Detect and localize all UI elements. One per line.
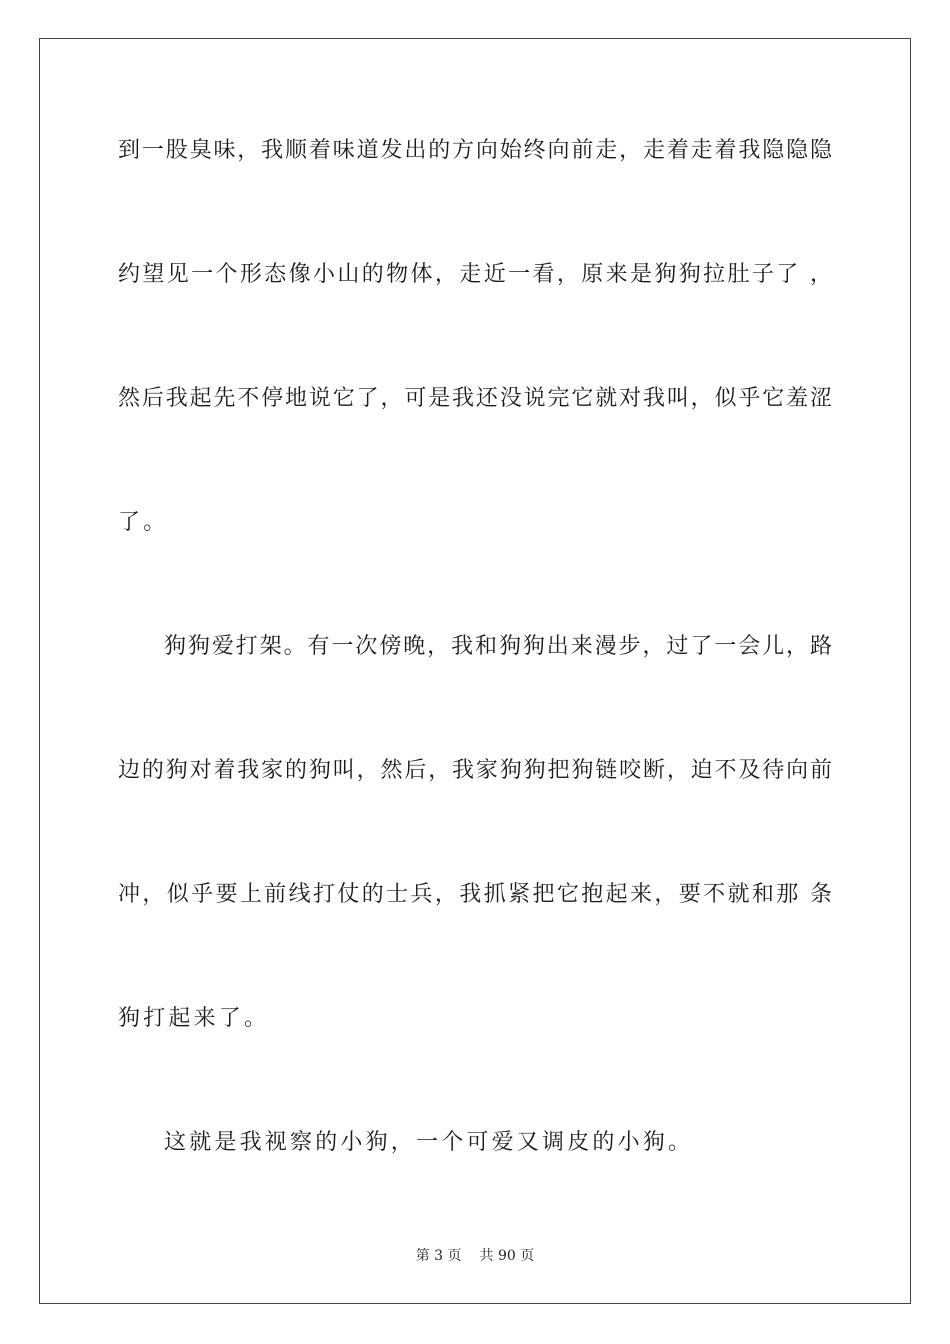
page-total: 共 90 页 <box>479 1248 535 1264</box>
paragraph-line-3: 然后我起先不停地说它了，可是我还没说完它就对我叫，似乎它羞涩 <box>118 386 832 411</box>
paragraph-line-8: 狗打起来了。 <box>118 1006 270 1031</box>
paragraph-line-5: 狗狗爱打架。有一次傍晚，我和狗狗出来漫步，过了一会儿，路 <box>164 634 832 659</box>
paragraph-line-7: 冲，似乎要上前线打仗的士兵，我抓紧把它抱起来，要不就和那 条 <box>118 882 832 907</box>
paragraph-line-4: 了。 <box>118 510 169 535</box>
paragraph-line-1: 到一股臭味，我顺着味道发出的方向始终向前走，走着走着我隐隐隐 <box>118 138 832 163</box>
paragraph-line-2: 约望见一个形态像小山的物体，走近一看，原来是狗狗拉肚子了 ， <box>118 262 832 287</box>
page-border <box>39 38 911 1304</box>
paragraph-line-9: 这就是我视察的小狗，一个可爱又调皮的小狗。 <box>164 1130 694 1155</box>
paragraph-line-6: 边的狗对着我家的狗叫，然后，我家狗狗把狗链咬断，迫不及待向前 <box>118 758 832 783</box>
page-number: 第 3 页 <box>415 1248 462 1264</box>
page-footer <box>0 1246 950 1266</box>
